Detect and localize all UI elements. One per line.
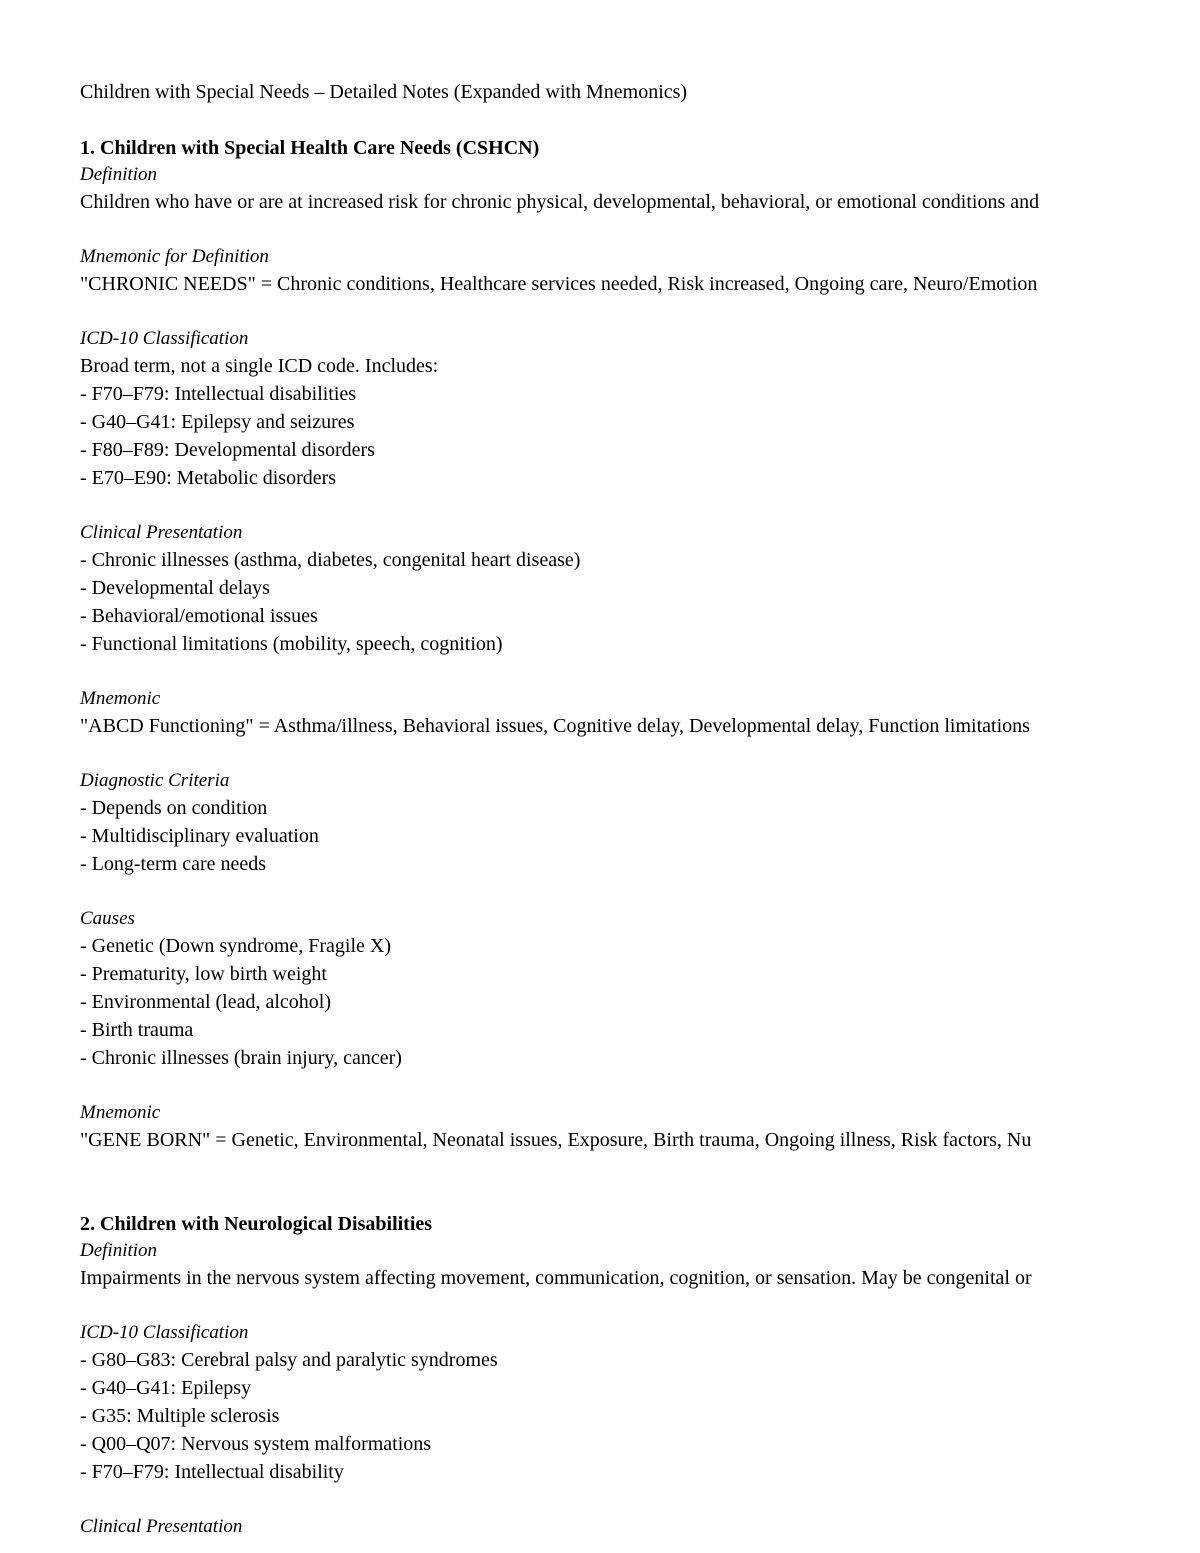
s2-definition-text: Impairments in the nervous system affecting movement, communication, cognition, or sensation. May be congenital or <box>80 1267 1032 1289</box>
s2-definition-label: Definition <box>80 1240 158 1261</box>
s1-mnemonic-definition-text: "CHRONIC NEEDS" = Chronic conditions, Healthcare services needed, Risk increased, Ongoing care, Neuro/Emotion <box>80 273 1038 295</box>
list-item: - Prematurity, low birth weight <box>80 963 327 985</box>
list-item: - Behavioral/emotional issues <box>80 605 318 627</box>
list-item: - Chronic illnesses (asthma, diabetes, congenital heart disease) <box>80 549 581 571</box>
s1-diagnostic-label: Diagnostic Criteria <box>80 770 230 791</box>
s1-causes-label: Causes <box>80 908 135 929</box>
list-item: - Environmental (lead, alcohol) <box>80 991 332 1013</box>
list-item: - F80–F89: Developmental disorders <box>80 439 375 461</box>
s1-definition-text: Children who have or are at increased risk for chronic physical, developmental, behavioral, or emotional conditions and <box>80 191 1040 213</box>
section-1-heading: 1. Children with Special Health Care Needs (CSHCN) <box>80 137 540 159</box>
section-2-heading: 2. Children with Neurological Disabilities <box>80 1213 433 1235</box>
list-item: - E70–E90: Metabolic disorders <box>80 467 337 489</box>
s1-mnemonic2-label: Mnemonic <box>80 1102 161 1123</box>
document-title: Children with Special Needs – Detailed Notes (Expanded with Mnemonics) <box>80 81 688 103</box>
list-item: - Developmental delays <box>80 577 270 599</box>
list-item: - Depends on condition <box>80 797 268 819</box>
list-item: - Long-term care needs <box>80 853 267 875</box>
s1-mnemonic-text: "ABCD Functioning" = Asthma/illness, Behavioral issues, Cognitive delay, Developmental delay, Function limitations <box>80 715 1030 737</box>
list-item: - F70–F79: Intellectual disability <box>80 1461 344 1483</box>
list-item: - Chronic illnesses (brain injury, cancer) <box>80 1047 402 1069</box>
s1-icd-label: ICD-10 Classification <box>80 328 249 349</box>
s2-clinical-label: Clinical Presentation <box>80 1516 243 1537</box>
list-item: - Genetic (Down syndrome, Fragile X) <box>80 935 392 957</box>
list-item: - Functional limitations (mobility, speech, cognition) <box>80 633 503 655</box>
list-item: - G35: Multiple sclerosis <box>80 1405 280 1427</box>
s1-mnemonic2-text: "GENE BORN" = Genetic, Environmental, Neonatal issues, Exposure, Birth trauma, Ongoing illness, Risk factors, Nu <box>80 1129 1032 1151</box>
list-item: - F70–F79: Intellectual disabilities <box>80 383 357 405</box>
s1-definition-label: Definition <box>80 164 158 185</box>
list-item: - G40–G41: Epilepsy and seizures <box>80 411 355 433</box>
list-item: - Birth trauma <box>80 1019 194 1041</box>
list-item: - G80–G83: Cerebral palsy and paralytic syndromes <box>80 1349 498 1371</box>
s1-clinical-label: Clinical Presentation <box>80 522 243 543</box>
list-item: - Multidisciplinary evaluation <box>80 825 319 847</box>
s1-icd-intro: Broad term, not a single ICD code. Includes: <box>80 355 439 377</box>
s1-mnemonic-label: Mnemonic <box>80 688 161 709</box>
s2-icd-label: ICD-10 Classification <box>80 1322 249 1343</box>
list-item: - Q00–Q07: Nervous system malformations <box>80 1433 432 1455</box>
document-page <box>80 78 1200 1540</box>
s1-mnemonic-definition-label: Mnemonic for Definition <box>80 246 269 267</box>
list-item: - G40–G41: Epilepsy <box>80 1377 252 1399</box>
